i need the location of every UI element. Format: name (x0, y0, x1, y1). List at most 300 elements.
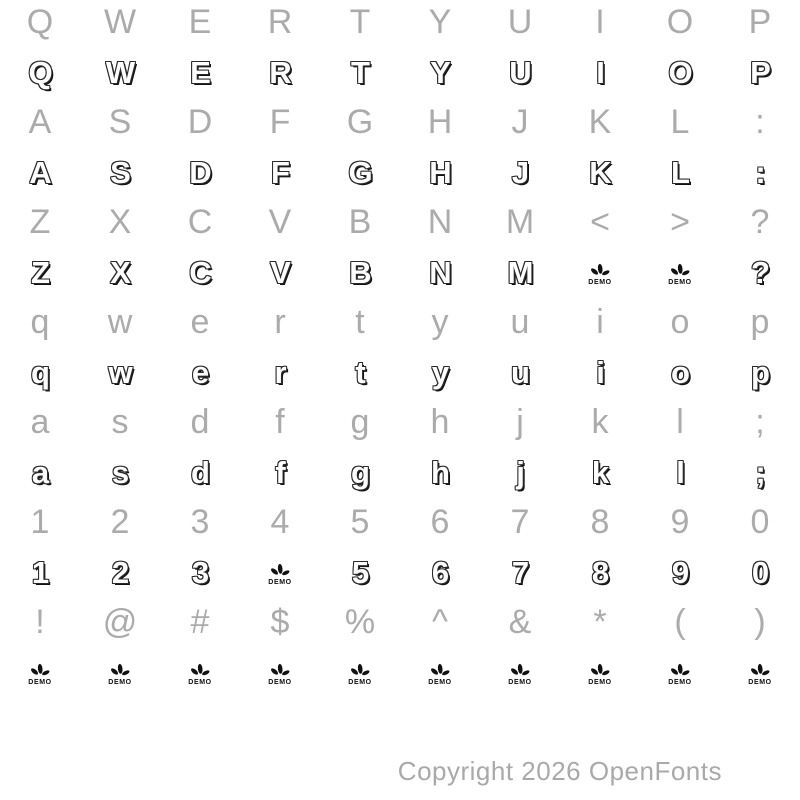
glyph-cell (320, 597, 400, 647)
glyph-char: K (589, 154, 611, 190)
glyph-char: K (588, 103, 612, 141)
glyph-cell (240, 197, 320, 247)
glyph-char: : (755, 154, 765, 190)
glyph-cell (720, 297, 800, 347)
demo-leaves-icon (589, 263, 611, 278)
demo-leaves-icon (29, 663, 51, 678)
glyph-cell (320, 397, 400, 447)
glyph-cell (160, 597, 240, 647)
glyph-cell (720, 147, 800, 197)
glyph-cell (160, 247, 240, 297)
glyph-char: S (110, 154, 130, 190)
glyph-cell (480, 297, 560, 347)
glyph-char: R (269, 54, 291, 90)
glyph-char: Z (31, 254, 49, 290)
glyph-cell (80, 447, 160, 497)
glyph-cell (560, 247, 640, 297)
glyph-cell (80, 197, 160, 247)
glyph-char: N (429, 254, 451, 290)
glyph-cell (400, 447, 480, 497)
glyph-char: J (511, 154, 529, 190)
demo-leaves-icon (749, 663, 771, 678)
glyph-row-demo (0, 250, 800, 300)
glyph-cell (240, 297, 320, 347)
glyph-char: G (346, 103, 374, 141)
glyph-char: & (508, 603, 532, 641)
glyph-row-demo (0, 350, 800, 400)
glyph-cell (400, 297, 480, 347)
glyph-cell (80, 97, 160, 147)
glyph-cell (640, 47, 720, 97)
glyph-cell (0, 297, 80, 347)
glyph-cell (0, 447, 80, 497)
glyph-char: Q (26, 3, 54, 41)
glyph-char: d (190, 403, 210, 441)
glyph-cell (240, 397, 320, 447)
demo-ornament-label: DEMO (588, 678, 612, 686)
demo-leaves-icon (269, 663, 291, 678)
demo-ornament (508, 663, 531, 686)
demo-ornament (28, 663, 51, 686)
glyph-char: 4 (270, 503, 290, 541)
demo-ornament (748, 663, 771, 686)
glyph-cell (480, 647, 560, 697)
glyph-cell (400, 247, 480, 297)
glyph-char: D (189, 154, 211, 190)
glyph-cell (640, 447, 720, 497)
glyph-cell (400, 497, 480, 547)
glyph-cell (480, 547, 560, 597)
glyph-cell (560, 647, 640, 697)
glyph-char: j (516, 454, 524, 490)
demo-leaves-icon (269, 563, 291, 578)
demo-leaves-icon (589, 663, 611, 678)
glyph-char: X (108, 203, 132, 241)
demo-leaves-icon (349, 663, 371, 678)
glyph-char: Y (430, 54, 450, 90)
glyph-char: a (31, 454, 49, 490)
glyph-char: J (511, 103, 529, 141)
demo-leaves-icon (669, 263, 691, 278)
glyph-char: ! (35, 603, 45, 641)
glyph-cell (320, 97, 400, 147)
glyph-cell (0, 347, 80, 397)
glyph-char: d (191, 454, 209, 490)
demo-leaves-icon (509, 663, 531, 678)
glyph-cell (160, 297, 240, 347)
glyph-cell (640, 547, 720, 597)
glyph-char: E (190, 54, 210, 90)
glyph-cell (480, 397, 560, 447)
glyph-char: q (31, 354, 49, 390)
glyph-cell (640, 97, 720, 147)
glyph-cell (480, 47, 560, 97)
glyph-cell (560, 447, 640, 497)
copyright-text: Copyright 2026 OpenFonts (397, 756, 722, 786)
glyph-cell (0, 397, 80, 447)
glyph-cell (80, 497, 160, 547)
glyph-cell (0, 597, 80, 647)
glyph-cell (0, 497, 80, 547)
glyph-cell (640, 0, 720, 47)
glyph-cell (480, 347, 560, 397)
glyph-char: X (110, 254, 130, 290)
demo-ornament-label: DEMO (668, 678, 692, 686)
glyph-cell (0, 547, 80, 597)
demo-ornament (268, 563, 291, 586)
glyph-char: ) (754, 603, 766, 641)
glyph-char: M (507, 254, 533, 290)
glyph-cell (720, 97, 800, 147)
glyph-char: > (670, 203, 690, 241)
demo-ornament-label: DEMO (268, 578, 292, 586)
demo-ornament (348, 663, 371, 686)
glyph-cell (640, 347, 720, 397)
glyph-char: Q (28, 54, 52, 90)
glyph-cell (400, 47, 480, 97)
glyph-cell (480, 147, 560, 197)
glyph-cell (400, 147, 480, 197)
glyph-cell (160, 197, 240, 247)
glyph-cell (560, 97, 640, 147)
glyph-char: U (509, 54, 531, 90)
glyph-cell (480, 497, 560, 547)
glyph-char: 6 (430, 503, 450, 541)
glyph-cell (560, 597, 640, 647)
glyph-char: ? (751, 254, 769, 290)
glyph-cell (560, 347, 640, 397)
glyph-char: f (275, 454, 285, 490)
glyph-char: h (431, 454, 449, 490)
glyph-row-demo (0, 550, 800, 600)
glyph-cell (720, 47, 800, 97)
glyph-char: * (593, 603, 607, 641)
glyph-cell (400, 347, 480, 397)
glyph-char: l (676, 403, 684, 441)
glyph-cell (240, 97, 320, 147)
glyph-char: u (510, 303, 530, 341)
demo-ornament-label: DEMO (188, 678, 212, 686)
glyph-cell (240, 0, 320, 47)
glyph-cell (640, 497, 720, 547)
glyph-char: # (190, 603, 210, 641)
demo-ornament-label: DEMO (28, 678, 52, 686)
glyph-cell (720, 447, 800, 497)
glyph-cell (0, 247, 80, 297)
glyph-cell (240, 647, 320, 697)
demo-leaves-icon (429, 663, 451, 678)
glyph-char: $ (270, 603, 290, 641)
glyph-cell (240, 47, 320, 97)
glyph-char: V (268, 203, 292, 241)
glyph-cell (320, 347, 400, 397)
demo-leaves-icon (189, 663, 211, 678)
glyph-cell (160, 47, 240, 97)
glyph-cell (560, 497, 640, 547)
glyph-char: C (189, 254, 211, 290)
glyph-cell (160, 147, 240, 197)
glyph-cell (240, 347, 320, 397)
glyph-char: % (344, 603, 376, 641)
demo-ornament-label: DEMO (428, 678, 452, 686)
glyph-cell (80, 147, 160, 197)
demo-ornament (188, 663, 211, 686)
glyph-cell (480, 197, 560, 247)
glyph-cell (560, 197, 640, 247)
glyph-char: O (666, 3, 694, 41)
glyph-char: F (271, 154, 289, 190)
glyph-char: o (670, 303, 690, 341)
glyph-cell (720, 347, 800, 397)
glyph-char: I (595, 3, 605, 41)
glyph-char: 7 (511, 554, 529, 590)
glyph-char: @ (102, 603, 138, 641)
glyph-cell (720, 0, 800, 47)
glyph-char: M (505, 203, 535, 241)
glyph-char: 3 (191, 554, 209, 590)
demo-ornament (588, 663, 611, 686)
glyph-cell (480, 447, 560, 497)
demo-ornament-label: DEMO (588, 278, 612, 286)
glyph-char: p (751, 354, 769, 390)
demo-ornament (428, 663, 451, 686)
glyph-cell (320, 47, 400, 97)
glyph-cell (480, 97, 560, 147)
glyph-char: B (349, 254, 371, 290)
glyph-char: t (355, 303, 365, 341)
glyph-char: j (516, 403, 524, 441)
glyph-char: i (596, 303, 604, 341)
glyph-cell (320, 647, 400, 697)
glyph-cell (640, 597, 720, 647)
glyph-cell (480, 247, 560, 297)
glyph-char: V (270, 254, 290, 290)
glyph-char: L (670, 103, 690, 141)
glyph-char: N (427, 203, 453, 241)
demo-ornament-label: DEMO (668, 278, 692, 286)
glyph-cell (320, 0, 400, 47)
glyph-row-reference (0, 500, 800, 550)
glyph-cell (0, 97, 80, 147)
glyph-char: Z (29, 203, 51, 241)
glyph-char: 0 (750, 503, 770, 541)
glyph-cell (400, 0, 480, 47)
glyph-cell (160, 347, 240, 397)
glyph-row-demo (0, 150, 800, 200)
glyph-char: 2 (110, 503, 130, 541)
glyph-char: 3 (190, 503, 210, 541)
glyph-char: Y (428, 3, 452, 41)
glyph-cell (560, 547, 640, 597)
glyph-cell (640, 397, 720, 447)
glyph-cell (240, 447, 320, 497)
demo-ornament-label: DEMO (108, 678, 132, 686)
glyph-char: 9 (671, 554, 689, 590)
demo-ornament (668, 663, 691, 686)
glyph-cell (0, 0, 80, 47)
glyph-cell (320, 497, 400, 547)
glyph-char: k (591, 403, 609, 441)
glyph-char: < (590, 203, 610, 241)
glyph-cell (720, 647, 800, 697)
glyph-char: w (107, 303, 133, 341)
glyph-char: D (187, 103, 213, 141)
glyph-char: i (596, 354, 604, 390)
glyph-char: 1 (31, 554, 49, 590)
glyph-cell (0, 47, 80, 97)
glyph-char: W (105, 54, 135, 90)
glyph-char: U (507, 3, 533, 41)
glyph-cell (240, 147, 320, 197)
glyph-char: p (750, 303, 770, 341)
glyph-char: l (676, 454, 684, 490)
glyph-cell (320, 547, 400, 597)
glyph-char: : (755, 103, 765, 141)
glyph-row-reference (0, 600, 800, 650)
glyph-row-reference (0, 400, 800, 450)
glyph-char: ( (674, 603, 686, 641)
glyph-cell (240, 597, 320, 647)
glyph-cell (80, 297, 160, 347)
glyph-char: W (103, 3, 137, 41)
glyph-cell (80, 547, 160, 597)
demo-leaves-icon (669, 663, 691, 678)
demo-ornament-label: DEMO (268, 678, 292, 686)
glyph-cell (400, 97, 480, 147)
glyph-cell (80, 397, 160, 447)
glyph-char: 2 (111, 554, 129, 590)
glyph-char: R (267, 3, 293, 41)
glyph-char: 1 (30, 503, 50, 541)
glyph-cell (400, 197, 480, 247)
glyph-cell (0, 147, 80, 197)
glyph-cell (160, 97, 240, 147)
glyph-cell (720, 547, 800, 597)
glyph-char: r (274, 303, 286, 341)
glyph-cell (160, 447, 240, 497)
glyph-cell (160, 497, 240, 547)
glyph-char: ? (750, 203, 770, 241)
glyph-cell (80, 647, 160, 697)
glyph-char: q (30, 303, 50, 341)
glyph-cell (480, 597, 560, 647)
glyph-cell (400, 397, 480, 447)
glyph-cell (160, 397, 240, 447)
glyph-char: 5 (351, 554, 369, 590)
glyph-char: E (188, 3, 212, 41)
glyph-cell (560, 147, 640, 197)
glyph-char: S (108, 103, 132, 141)
glyph-char: P (748, 3, 772, 41)
glyph-cell (720, 247, 800, 297)
glyph-row-demo (0, 650, 800, 700)
glyph-cell (640, 297, 720, 347)
glyph-cell (400, 597, 480, 647)
glyph-row-demo (0, 50, 800, 100)
demo-ornament-label: DEMO (508, 678, 532, 686)
glyph-cell (80, 247, 160, 297)
glyph-char: w (108, 354, 132, 390)
glyph-cell (160, 547, 240, 597)
glyph-cell (560, 0, 640, 47)
glyph-char: 5 (350, 503, 370, 541)
glyph-char: A (28, 103, 52, 141)
glyph-cell (720, 597, 800, 647)
glyph-char: k (591, 454, 609, 490)
glyph-char: 6 (431, 554, 449, 590)
glyph-cell (320, 247, 400, 297)
glyph-cell (720, 497, 800, 547)
glyph-char: ^ (432, 603, 448, 641)
glyph-cell (480, 0, 560, 47)
glyph-char: u (511, 354, 529, 390)
glyph-cell (640, 147, 720, 197)
demo-ornament (108, 663, 131, 686)
glyph-char: a (30, 403, 50, 441)
glyph-char: t (355, 354, 365, 390)
demo-ornament-label: DEMO (348, 678, 372, 686)
glyph-char: G (348, 154, 372, 190)
glyph-char: 8 (591, 554, 609, 590)
glyph-cell (320, 197, 400, 247)
glyph-cell (320, 447, 400, 497)
glyph-char: T (351, 54, 369, 90)
glyph-cell (560, 297, 640, 347)
glyph-char: y (431, 354, 449, 390)
glyph-cell (720, 197, 800, 247)
glyph-cell (320, 147, 400, 197)
demo-ornament (668, 263, 691, 286)
glyph-cell (560, 47, 640, 97)
glyph-row-reference (0, 0, 800, 50)
glyph-cell (640, 247, 720, 297)
glyph-cell (240, 497, 320, 547)
glyph-row-reference (0, 100, 800, 150)
glyph-char: ; (755, 454, 765, 490)
glyph-cell (240, 547, 320, 597)
glyph-row-demo (0, 450, 800, 500)
glyph-char: y (431, 303, 449, 341)
glyph-char: 7 (510, 503, 530, 541)
demo-ornament-label: DEMO (748, 678, 772, 686)
glyph-char: F (269, 103, 291, 141)
glyph-char: ; (755, 403, 765, 441)
glyph-char: I (596, 54, 604, 90)
glyph-cell (80, 47, 160, 97)
glyph-char: f (275, 403, 285, 441)
glyph-cell (80, 0, 160, 47)
glyph-char: e (191, 354, 209, 390)
glyph-char: h (430, 403, 450, 441)
glyph-cell (720, 397, 800, 447)
glyph-row-reference (0, 200, 800, 250)
glyph-cell (320, 297, 400, 347)
glyph-char: 9 (670, 503, 690, 541)
glyph-char: 0 (751, 554, 769, 590)
glyph-cell (640, 197, 720, 247)
glyph-cell (80, 347, 160, 397)
glyph-cell (240, 247, 320, 297)
glyph-cell (0, 647, 80, 697)
glyph-char: H (429, 154, 451, 190)
glyph-cell (560, 397, 640, 447)
glyph-char: B (348, 203, 372, 241)
glyph-char: e (190, 303, 210, 341)
glyph-row-reference (0, 300, 800, 350)
glyph-char: s (111, 403, 129, 441)
glyph-char: L (671, 154, 689, 190)
glyph-cell (640, 647, 720, 697)
